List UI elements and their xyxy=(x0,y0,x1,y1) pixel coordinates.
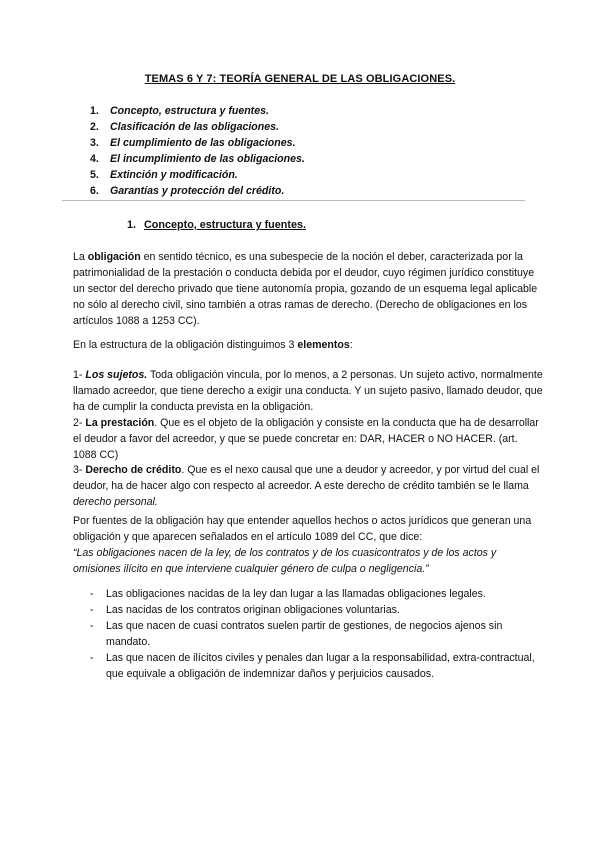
list-item: - Las obligaciones nacidas de la ley dan lugar a las llamadas obligaciones legales. xyxy=(90,587,538,603)
bold-term: obligación xyxy=(87,251,141,263)
element-number: 1- xyxy=(73,369,86,381)
element-number: 2- xyxy=(73,416,86,429)
table-of-contents xyxy=(90,103,305,199)
text-run: : xyxy=(349,339,353,351)
article-quote: “Las obligaciones nacen de la ley, de los contratos y de los cuasicontratos y de los actos y omisiones ilícito en que interviene cualquier género de culpa o negligencia.” xyxy=(73,546,497,575)
toc-label: El incumplimiento de las obligaciones. xyxy=(110,153,305,165)
toc-label: Clasificación de las obligaciones. xyxy=(110,121,279,133)
element-number: 3- xyxy=(73,464,86,477)
toc-number: 5. xyxy=(90,169,99,181)
toc-item xyxy=(90,167,305,183)
text-run: en sentido técnico, es una subespecie de la noción el deber, caracterizada por la patrimonialidad de la prestación o conducta debida por el deudor, cuyo régimen jurídico constituye un sector del derecho privado que tiene autonomía propia, gozando de un esquema legal aplicable no sólo al derecho civil, sino también a otras ramas de derecho. (Derecho de obligaciones en los artículos 1088 a 1253 CC). xyxy=(73,251,538,327)
paragraph-obligation-definition xyxy=(73,250,543,330)
element-term-credit-right: Derecho de crédito xyxy=(85,464,182,477)
element-text: . Que es el nexo causal que une a deudor y acreedor, y por virtud del cual el deudor, ha de hacer algo con respecto al acreedor. A este derecho de crédito también se le llama xyxy=(73,464,540,493)
page-title: TEMAS 6 Y 7: TEORÍA GENERAL DE LAS OBLIGACIONES. xyxy=(144,73,456,85)
list-item: - Las que nacen de cuasi contratos suelen partir de gestiones, de negocios ajenos sin mandato. xyxy=(90,619,538,651)
text-run: La xyxy=(73,251,88,263)
element-text: Toda obligación vincula, por lo menos, a 2 personas. Un sujeto activo, normalmente llamado acreedor, que tiene derecho a exigir una conducta. Y un sujeto pasivo, llamado deudor, que ha de cumplir la conducta prevista en la obligación. xyxy=(73,369,543,413)
toc-number: 1. xyxy=(90,105,99,117)
list-item: - Las que nacen de ilícitos civiles y penales dan lugar a la responsabilidad, extra-contractual, que equivale a obligación de indemnizar daños y perjuicios causados. xyxy=(90,651,538,683)
section-heading xyxy=(127,219,306,231)
toc-number: 2. xyxy=(90,121,99,133)
toc-label: Extinción y modificación. xyxy=(110,169,238,181)
element-text: . Que es el objeto de la obligación y consiste en la conducta que ha de desarrollar el deudor a favor del acreedor, y que se puede concretar en: DAR, HACER o NO HACER. (art. 1088 CC) xyxy=(73,416,539,461)
toc-item xyxy=(90,183,305,199)
dash-list xyxy=(90,587,538,682)
horizontal-divider xyxy=(62,200,525,201)
toc-label: El cumplimiento de las obligaciones. xyxy=(110,137,296,149)
text-run: En la estructura de la obligación distinguimos 3 xyxy=(73,339,298,351)
toc-item xyxy=(90,151,305,167)
paragraph-elements xyxy=(73,368,543,511)
element-term-subjects: Los sujetos. xyxy=(85,369,148,381)
paragraph-structure-intro xyxy=(73,338,543,354)
toc-label: Garantías y protección del crédito. xyxy=(110,185,285,197)
italic-term: derecho personal. xyxy=(73,496,158,509)
toc-item xyxy=(90,119,305,135)
toc-number: 6. xyxy=(90,185,99,197)
text-run: Por fuentes de la obligación hay que entender aquellos hechos o actos jurídicos que generan una obligación y que aparecen señalados en el artículo 1089 del CC, que dice: xyxy=(73,515,532,543)
section-title: Concepto, estructura y fuentes. xyxy=(144,219,306,231)
toc-number: 3. xyxy=(90,137,99,149)
toc-item xyxy=(90,103,305,119)
toc-item xyxy=(90,135,305,151)
toc-label: Concepto, estructura y fuentes. xyxy=(110,105,269,117)
section-number: 1. xyxy=(127,219,137,231)
paragraph-sources xyxy=(73,514,543,578)
bold-term: elementos xyxy=(297,339,350,351)
toc-number: 4. xyxy=(90,153,99,165)
element-term-prestation: La prestación xyxy=(85,416,155,429)
list-item: - Las nacidas de los contratos originan obligaciones voluntarias. xyxy=(90,603,538,619)
